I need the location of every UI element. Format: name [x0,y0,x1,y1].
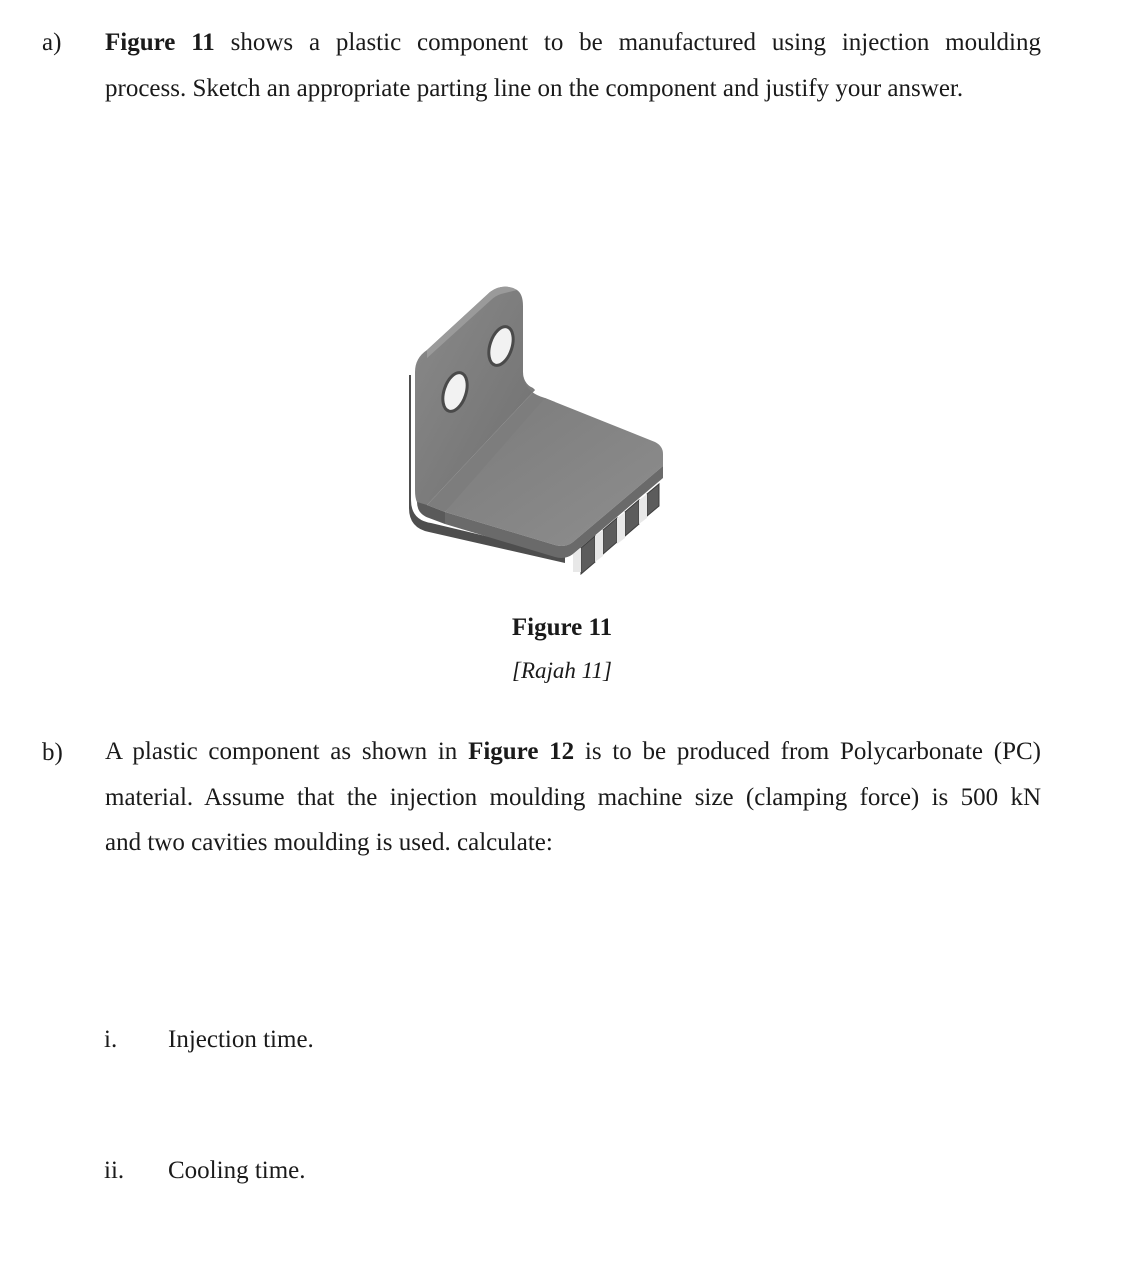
sub-item-1-text: Injection time. [168,1026,314,1053]
question-a-line-1 [105,20,1041,66]
question-b-line-3: and two cavities moulding is used. calculate: [105,829,553,856]
question-a-line-1-rest: shows a plastic component to be manufactured using injection moulding [230,29,1041,56]
sub-item-2-number: ii. [104,1157,125,1184]
sub-item-2-text: Cooling time. [168,1157,306,1184]
figure-11-caption: Figure 11 [511,614,613,641]
question-b-line-1 [105,729,1041,775]
question-b-label: b) [42,739,63,766]
question-b-line-3-clip [105,826,1045,856]
question-b-text [105,729,1041,821]
question-a-line-2: process. Sketch an appropriate parting line on the component and justify your answer. [105,75,964,102]
sub-item-1-number: i. [104,1026,118,1053]
figure-11-caption-alt: [Rajah 11] [512,658,612,683]
figure-11-component-image [405,280,675,575]
question-a-text [105,20,1041,112]
figure-11-reference: Figure 11 [105,29,215,56]
figure-12-reference: Figure 12 [468,738,575,765]
question-a-label: a) [42,29,62,56]
question-b-line-1-post: is to be produced from Polycarbonate (PC) [584,738,1041,765]
question-b-line-1-pre: A plastic component as shown in [105,738,458,765]
question-b-line-2: material. Assume that the injection moulding machine size (clamping force) is 500 kN [105,784,1041,811]
